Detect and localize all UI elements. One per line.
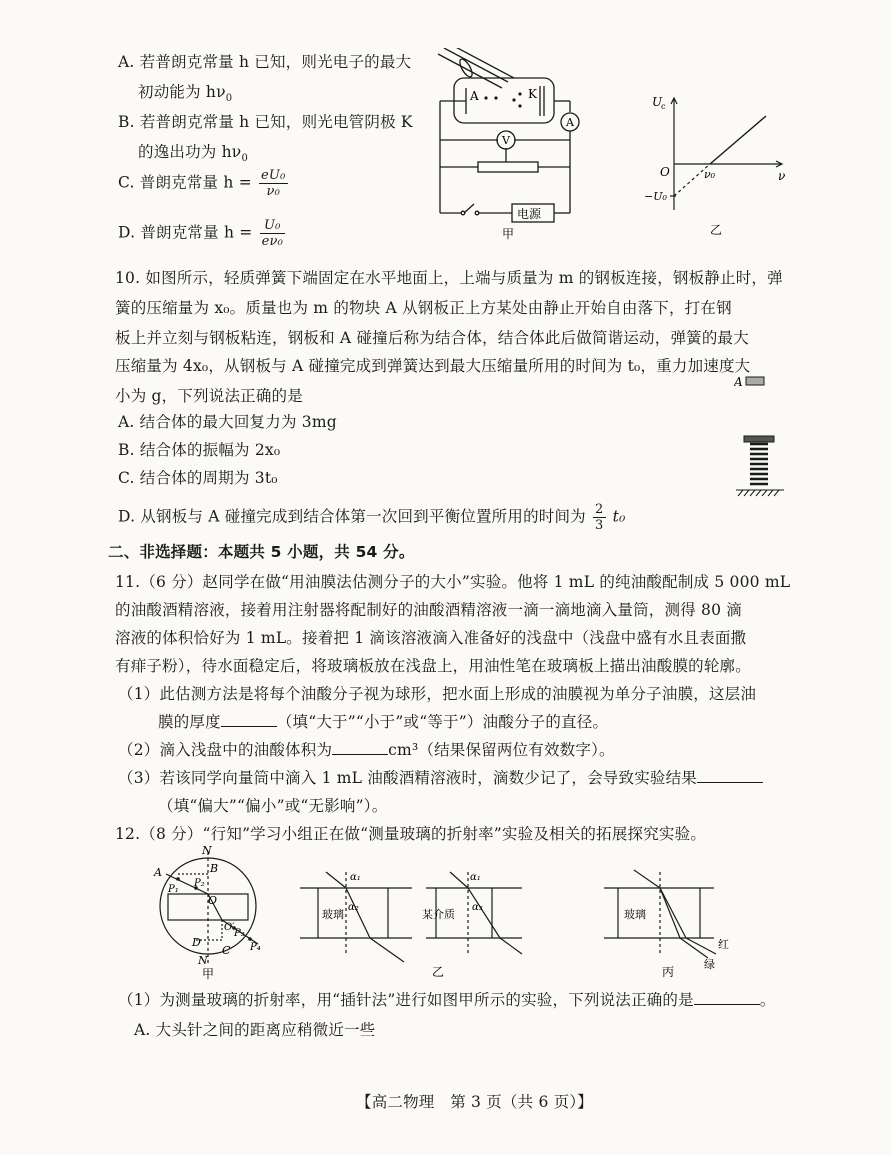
figure-jia-caption-12: 甲 bbox=[202, 967, 215, 981]
threshold-frequency-label: ν₀ bbox=[704, 168, 716, 181]
block-a bbox=[746, 377, 764, 385]
q12-part1-end: 。 bbox=[759, 991, 776, 1009]
q11-stem-line3: 溶液的体积恰好为 1 mL。接着把 1 滴该溶液滴入准备好的浅盘中（浅盘中盛有水且表面撒 bbox=[115, 629, 747, 647]
q11-stem-line1: 11.（6 分）赵同学在做“用油膜法估测分子的大小”实验。他将 1 mL 的纯油酸配制成 5 000 mL bbox=[115, 573, 791, 591]
q10-stem-line3: 板上并立刻与钢板粘连，钢板和 A 碰撞后称为结合体，结合体此后做简谐运动，弹簧的最大 bbox=[115, 329, 749, 347]
ground bbox=[736, 490, 784, 496]
electrode-label-k: K bbox=[528, 87, 537, 101]
section-heading: 二、非选择题：本题共 5 小题，共 54 分。 bbox=[108, 543, 415, 561]
q12-part1 bbox=[118, 988, 776, 1010]
normal-top-label: N bbox=[202, 846, 212, 857]
pin-p2-label: P₂ bbox=[194, 878, 205, 889]
q10-option-d-fraction bbox=[593, 502, 605, 533]
q12-part1-answer-blank[interactable] bbox=[694, 990, 760, 1005]
q9-option-d-den: eν₀ bbox=[261, 234, 284, 249]
q9-option-d-num: U₀ bbox=[260, 218, 285, 234]
q9-option-c-text: C. 普朗克常量 h = bbox=[118, 173, 252, 192]
figure-jia-caption: 甲 bbox=[502, 227, 515, 240]
q9-option-c-den: ν₀ bbox=[266, 184, 281, 199]
figure-yi-caption: 乙 bbox=[710, 223, 723, 237]
q11-part1-text-pre: 膜的厚度 bbox=[158, 713, 221, 731]
glass-label-yi: 玻璃 bbox=[322, 908, 344, 921]
point-c-label: C bbox=[222, 944, 231, 957]
y-axis-subscript: c bbox=[661, 102, 666, 111]
q12-stem-line1: 12.（8 分）“行知”学习小组正在做“测量玻璃的折射率”实验及相关的拓展探究实验。 bbox=[115, 825, 707, 843]
x-axis-label: ν bbox=[778, 169, 786, 183]
glass-medium-refraction-diagram bbox=[300, 858, 530, 982]
point-b-label: B bbox=[210, 862, 219, 875]
electrode-label-a: A bbox=[470, 89, 479, 103]
q9-option-a-line1: A. 若普朗克常量 h 已知，则光电子的最大 bbox=[118, 53, 412, 71]
q12-part1-text: （1）为测量玻璃的折射率，用“插针法”进行如图甲所示的实验，下列说法正确的是 bbox=[118, 991, 694, 1009]
q10-stem-line4: 压缩量为 4x₀，从钢板与 A 碰撞完成到弹簧达到最大压缩量所用的时间为 t₀，重力加速度大 bbox=[115, 357, 751, 375]
angle-alpha2-label: α₂ bbox=[348, 902, 359, 913]
q11-part3-answer-blank[interactable] bbox=[697, 768, 763, 783]
angle-alpha1-label-a: α₁ bbox=[350, 872, 361, 883]
point-a-label: A bbox=[154, 866, 162, 879]
point-o-label: O bbox=[208, 894, 218, 907]
q9-option-b-text: 的逸出功为 hν bbox=[138, 143, 242, 161]
figure-bing-caption: 丙 bbox=[662, 965, 675, 979]
figure-yi-caption-12: 乙 bbox=[432, 965, 445, 979]
stopping-voltage-frequency-graph bbox=[642, 92, 792, 242]
q10-option-d bbox=[118, 502, 626, 533]
point-o-prime-label: O′ bbox=[224, 922, 235, 933]
q11-part1-text-post: （填“大于”“小于”或“等于”）油酸分子的直径。 bbox=[276, 713, 609, 731]
q10-option-d-tail: t₀ bbox=[612, 507, 626, 526]
medium-label: 某介质 bbox=[422, 908, 455, 921]
power-source-label: 电源 bbox=[517, 207, 542, 221]
red-green-dispersion-diagram bbox=[604, 858, 754, 982]
pin-p4-label: P₄ bbox=[250, 942, 261, 953]
y-axis-label: U bbox=[652, 95, 663, 109]
q11-part1-answer-blank[interactable] bbox=[221, 712, 277, 727]
normal-bottom-label: N bbox=[198, 954, 208, 967]
q11-part1-line2 bbox=[158, 710, 608, 732]
negative-u0-label: −U₀ bbox=[644, 190, 667, 203]
q10-option-d-den: 3 bbox=[595, 518, 604, 533]
pin-p1-label: P₁ bbox=[168, 884, 179, 895]
pin-method-circle-diagram bbox=[150, 846, 270, 982]
q11-part2-answer-blank[interactable] bbox=[332, 740, 388, 755]
q9-option-a-line2: 初动能为 $h\nu_0$ bbox=[138, 83, 233, 105]
q11-part1-line1: （1）此估测方法是将每个油酸分子视为球形，把水面上形成的油膜视为单分子油膜，这层油 bbox=[118, 685, 757, 703]
ammeter-label: A bbox=[566, 116, 574, 129]
q9-option-a-text: 初动能为 hν bbox=[138, 83, 226, 101]
red-light-label: 红 bbox=[718, 938, 729, 951]
q10-stem-line2: 簧的压缩量为 x₀。质量也为 m 的物块 A 从钢板正上方某处由静止开始自由落下，打在钢 bbox=[115, 299, 732, 317]
q11-part2 bbox=[118, 738, 615, 760]
q9-option-c-fraction bbox=[259, 168, 287, 199]
pin-p3-label: P₃ bbox=[234, 928, 245, 939]
q10-option-a: A. 结合体的最大回复力为 3mg bbox=[118, 413, 337, 431]
origin-label: O bbox=[660, 165, 670, 179]
glass-label-bing: 玻璃 bbox=[624, 908, 646, 921]
q11-stem-line2: 的油酸酒精溶液，接着用注射器将配制好的油酸酒精溶液一滴一滴地滴入量筒，测得 80 滴 bbox=[115, 601, 742, 619]
q11-part3-line2: （填“偏大”“偏小”或“无影响”）。 bbox=[158, 797, 388, 815]
q11-part3-text: （3）若该同学向量筒中滴入 1 mL 油酸酒精溶液时，滴数少记了，会导致实验结果 bbox=[118, 769, 697, 787]
angle-alpha1-label-b: α₁ bbox=[470, 872, 481, 883]
photoelectric-circuit-diagram bbox=[430, 48, 580, 240]
block-a-label: A bbox=[734, 375, 743, 389]
angle-alpha3-label: α₃ bbox=[472, 902, 483, 913]
q9-option-d bbox=[118, 218, 287, 249]
q10-option-b: B. 结合体的振幅为 2x₀ bbox=[118, 441, 281, 459]
q9-option-c bbox=[118, 168, 290, 199]
q11-part2-text-pre: （2）滴入浅盘中的油酸体积为 bbox=[118, 741, 333, 759]
steel-plate bbox=[744, 436, 774, 442]
q11-stem-line4: 有痱子粉），待水面稳定后，将玻璃板放在浅盘上，用油性笔在玻璃板上描出油酸膜的轮廓。 bbox=[115, 657, 751, 675]
q11-part3-line1 bbox=[118, 766, 763, 788]
q9-option-b-line2: 的逸出功为 $h\nu_0$ bbox=[138, 143, 248, 165]
q10-option-d-text: D. 从钢板与 A 碰撞完成到结合体第一次回到平衡位置所用的时间为 bbox=[118, 507, 586, 526]
q11-part2-text-post: cm³（结果保留两位有效数字）。 bbox=[388, 741, 615, 759]
q10-stem-line1: 10. 如图所示，轻质弹簧下端固定在水平地面上，上端与质量为 m 的钢板连接，钢板静止时，弹 bbox=[115, 269, 783, 287]
q9-option-b-line1: B. 若普朗克常量 h 已知，则光电管阴极 K bbox=[118, 113, 413, 131]
page-footer: 【高二物理 第 3 页（共 6 页）】 bbox=[356, 1093, 593, 1111]
q10-option-c: C. 结合体的周期为 3t₀ bbox=[118, 469, 278, 487]
spring bbox=[750, 444, 768, 484]
q9-option-c-num: eU₀ bbox=[261, 168, 286, 183]
voltmeter-label: V bbox=[502, 134, 510, 147]
q10-stem-line5: 小为 g，下列说法正确的是 bbox=[115, 387, 303, 405]
q10-option-d-num: 2 bbox=[595, 502, 604, 517]
q12-option-a: A. 大头针之间的距离应稍微近一些 bbox=[134, 1021, 376, 1039]
green-light-label: 绿 bbox=[704, 958, 715, 971]
spring-plate-diagram bbox=[734, 372, 790, 504]
q9-option-d-text: D. 普朗克常量 h = bbox=[118, 223, 253, 242]
q9-option-d-fraction bbox=[260, 218, 285, 249]
point-d-label: D bbox=[192, 936, 201, 949]
